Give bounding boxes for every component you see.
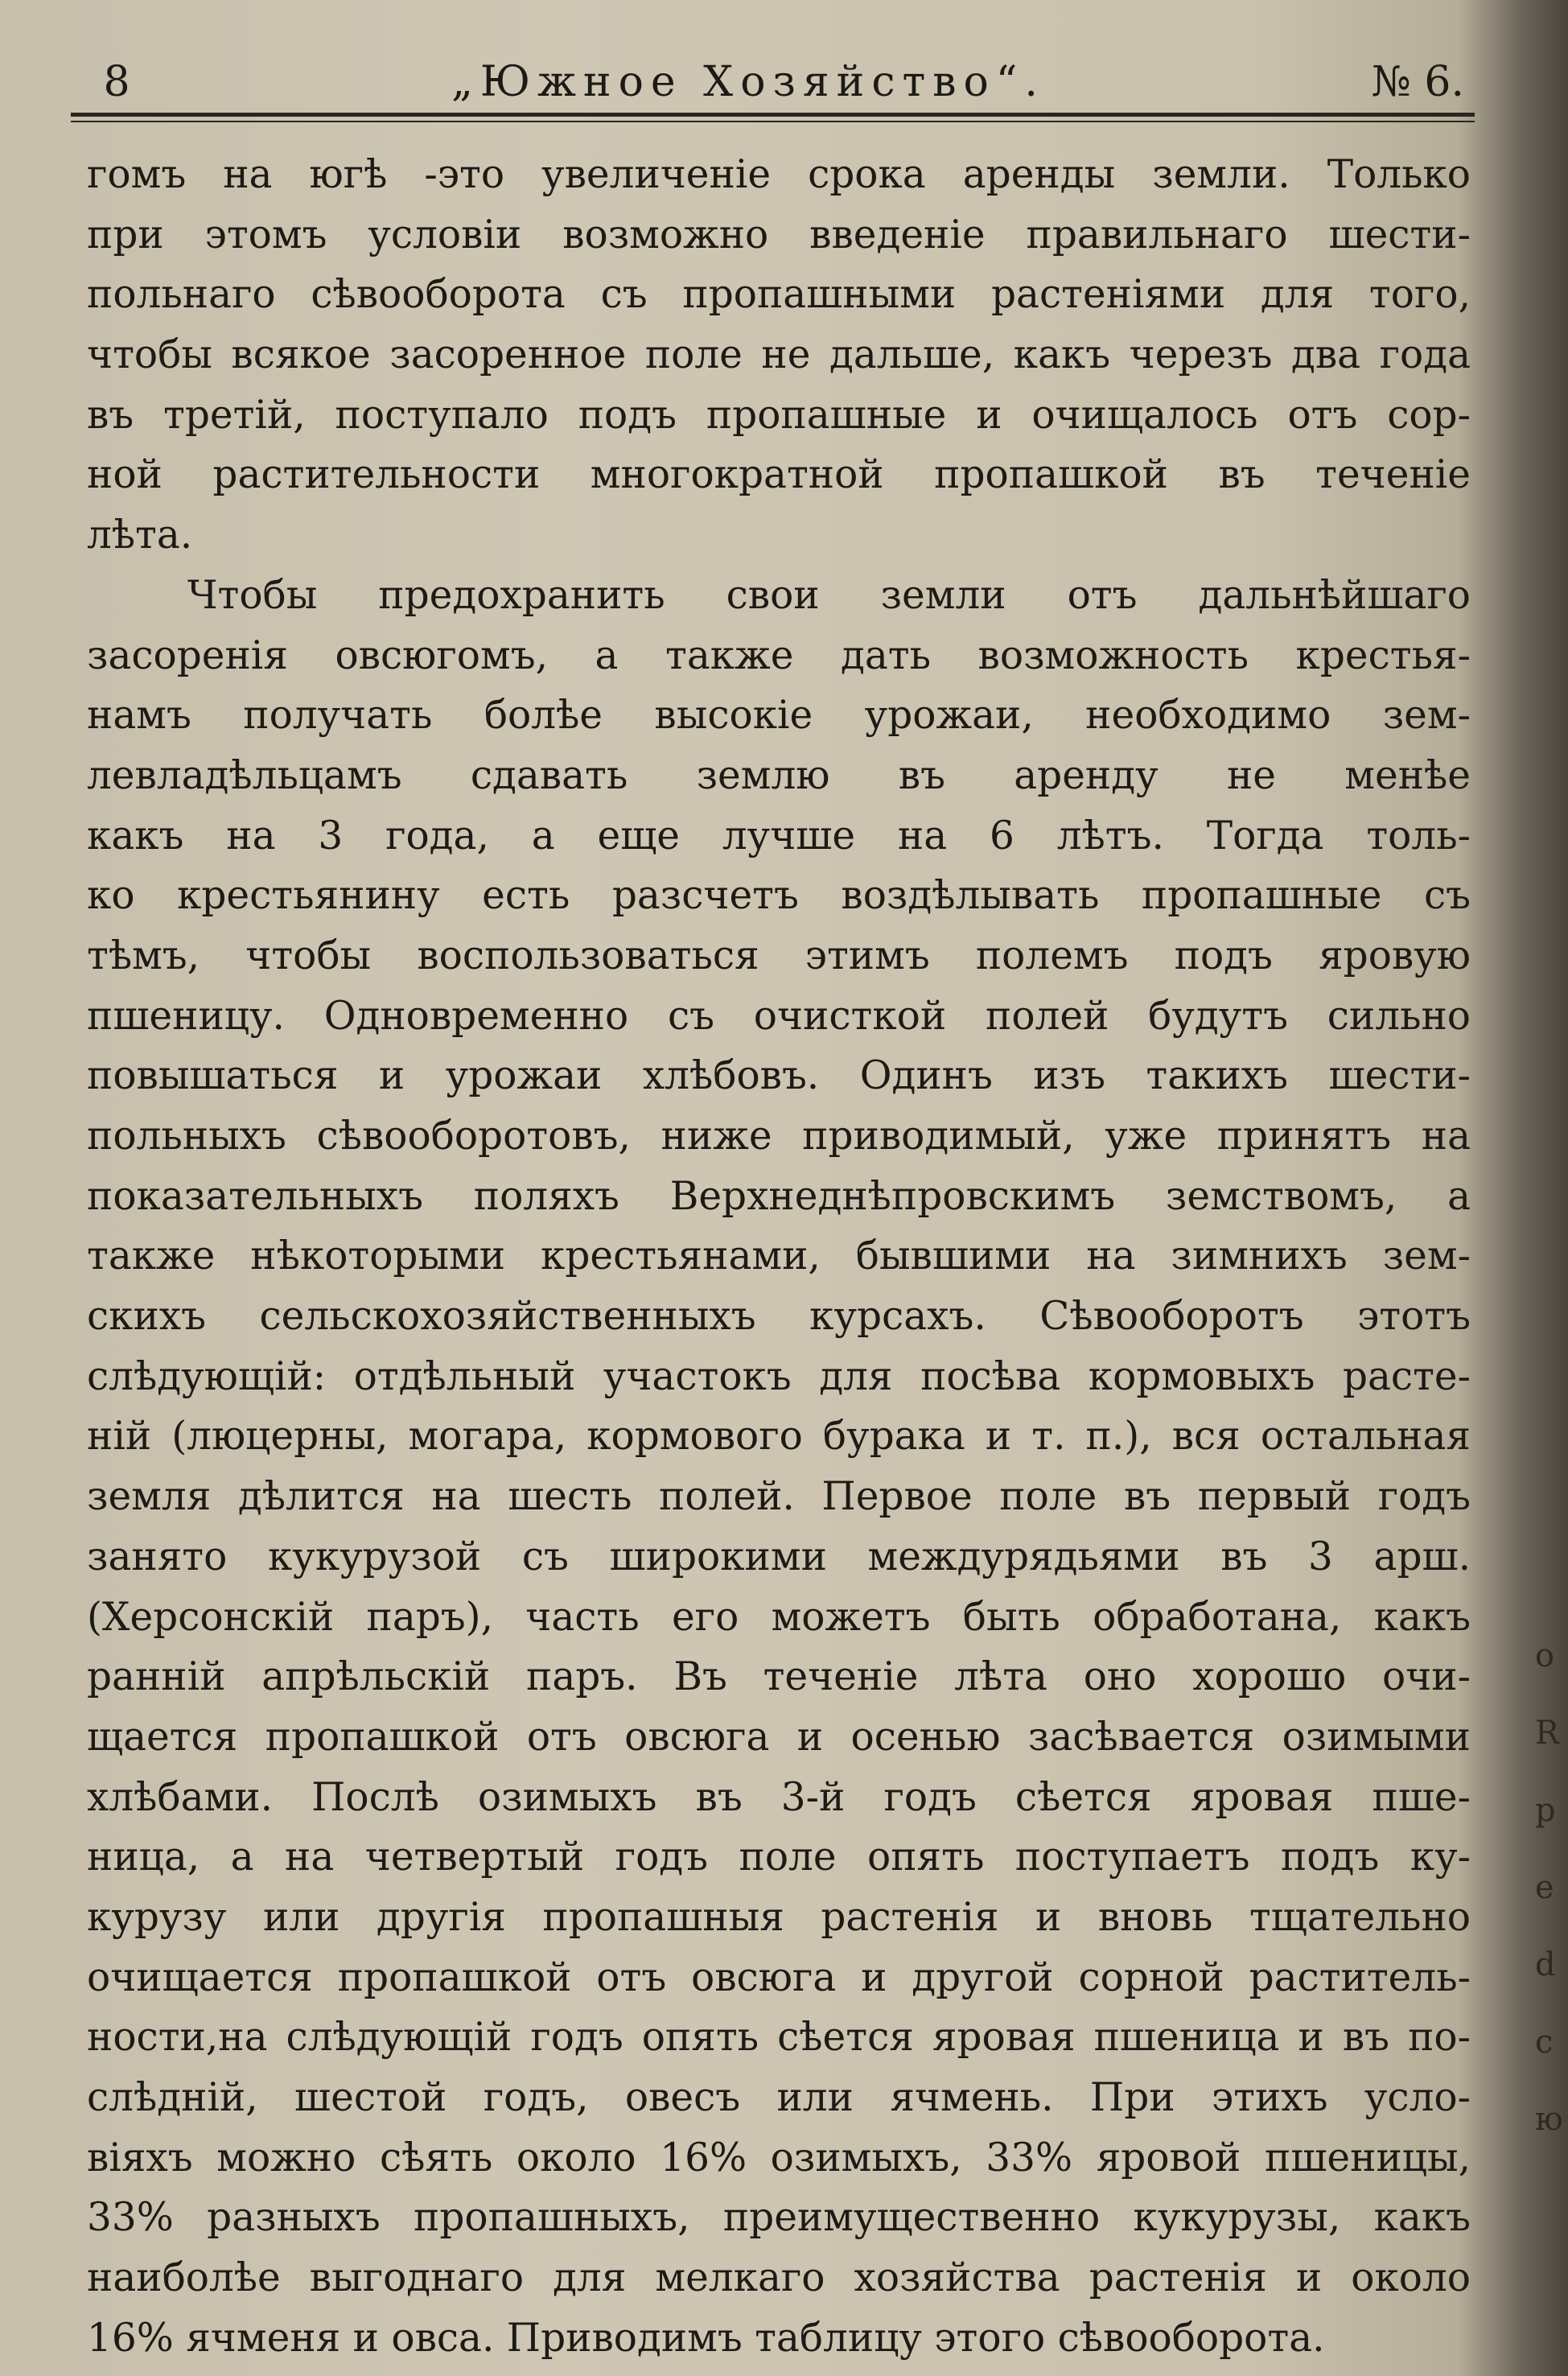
text-line: ко крестьянину есть разсчетъ воздѣлывать пропашные съ: [87, 873, 1471, 919]
text-line: въ третiй, поступало подъ пропашные и очищалось отъ сор-: [87, 392, 1471, 438]
text-line: при этомъ условiи возможно введенiе правильнаго шести-: [87, 212, 1471, 257]
text-line: нiй (люцерны, могара, кормового бурака и т. п.), вся остальная: [87, 1414, 1471, 1460]
text-line: курузу или другiя пропашныя растенiя и вновь тщательно: [87, 1894, 1471, 1940]
text-line: тѣмъ, чтобы воспользоваться этимъ полемъ подъ яровую: [87, 933, 1471, 978]
text-line: польныхъ сѣвооборотовъ, ниже приводимый, уже принятъ на: [87, 1114, 1471, 1159]
header-rule-thin: [71, 121, 1475, 122]
text-line: наиболѣе выгоднаго для мелкаго хозяйства растенiя и около: [87, 2255, 1471, 2301]
text-line: хлѣбами. Послѣ озимыхъ въ 3-й годъ сѣется яровая пше-: [87, 1774, 1471, 1820]
text-line: раннiй апрѣльскiй паръ. Въ теченiе лѣта оно хорошо очи-: [87, 1654, 1471, 1700]
text-line: какъ на 3 года, а еще лучше на 6 лѣтъ. Тогда толь-: [87, 813, 1471, 859]
text-line: (Херсонскiй паръ), часть его можетъ быть обработана, какъ: [87, 1594, 1471, 1640]
text-line: ности,на слѣдующiй годъ опять сѣется яровая пшеница и въ по-: [87, 2015, 1471, 2061]
text-line: левладѣльцамъ сдавать землю въ аренду не менѣе: [87, 752, 1471, 798]
text-line: щается пропашкой отъ овсюга и осенью засѣвается озимыми: [87, 1714, 1471, 1760]
text-line: занято кукурузой съ широкими междурядьями въ 3 арш.: [87, 1534, 1471, 1579]
text-line: повышаться и урожаи хлѣбовъ. Одинъ изъ такихъ шести-: [87, 1053, 1471, 1099]
page-number: 8: [103, 58, 130, 106]
text-line: показательныхъ поляхъ Верхнеднѣпровскимъ земствомъ, а: [87, 1173, 1471, 1219]
edge-letter: е: [1535, 1869, 1554, 1906]
text-line: лѣта.: [87, 513, 193, 558]
header-rule-thick: [71, 113, 1475, 117]
issue-number: № 6.: [1371, 58, 1464, 106]
edge-letter: R: [1535, 1715, 1560, 1752]
edge-letter: р: [1535, 1792, 1556, 1829]
journal-title: „Южное Хозяйство“.: [451, 58, 1045, 106]
paragraph-first-line: Чтобы предохранить свои земли отъ дальнѣйшаго: [187, 572, 1471, 618]
text-line: слѣдующiй: отдѣльный участокъ для посѣва кормовыхъ расте-: [87, 1353, 1471, 1399]
edge-letter: с: [1535, 2024, 1554, 2061]
text-line: засоренiя овсюгомъ, а также дать возможность крестья-: [87, 632, 1471, 678]
text-line: земля дѣлится на шесть полей. Первое поле въ первый годъ: [87, 1474, 1471, 1520]
text-line: пшеницу. Одновременно съ очисткой полей будутъ сильно: [87, 993, 1471, 1039]
article-body: [87, 145, 1471, 2368]
edge-letter: d: [1535, 1946, 1556, 1983]
text-line: ница, а на четвертый годъ поле опять поступаетъ подъ ку-: [87, 1835, 1471, 1880]
text-line: польнаго сѣвооборота съ пропашными растенiями для того,: [87, 272, 1471, 318]
text-line: скихъ сельскохозяйственныхъ курсахъ. Сѣвооборотъ этотъ: [87, 1294, 1471, 1340]
edge-letter: ю: [1535, 2101, 1563, 2138]
adjacent-page-edge-text: [1535, 1617, 1564, 2158]
text-line: слѣднiй, шестой годъ, овесъ или ячмень. При этихъ усло-: [87, 2075, 1471, 2120]
text-line: 33% разныхъ пропашныхъ, преимущественно кукурузы, какъ: [87, 2195, 1471, 2241]
text-line: вiяхъ можно сѣять около 16% озимыхъ, 33% яровой пшеницы,: [87, 2135, 1471, 2180]
edge-letter: о: [1535, 1637, 1555, 1674]
text-line: гомъ на югѣ -это увеличенiе срока аренды земли. Только: [87, 152, 1471, 197]
text-line: намъ получать болѣе высокiе урожаи, необходимо зем-: [87, 693, 1471, 739]
page-header: [80, 50, 1464, 106]
text-line: 16% ячменя и овса. Приводимъ таблицу этого сѣвооборота.: [87, 2315, 1325, 2361]
text-line: чтобы всякое засоренное поле не дальше, какъ черезъ два года: [87, 332, 1471, 378]
text-line: ной растительности многократной пропашкой въ теченiе: [87, 452, 1471, 498]
text-line: также нѣкоторыми крестьянами, бывшими на зимнихъ зем-: [87, 1233, 1471, 1279]
text-line: очищается пропашкой отъ овсюга и другой сорной раститель-: [87, 1954, 1471, 2000]
